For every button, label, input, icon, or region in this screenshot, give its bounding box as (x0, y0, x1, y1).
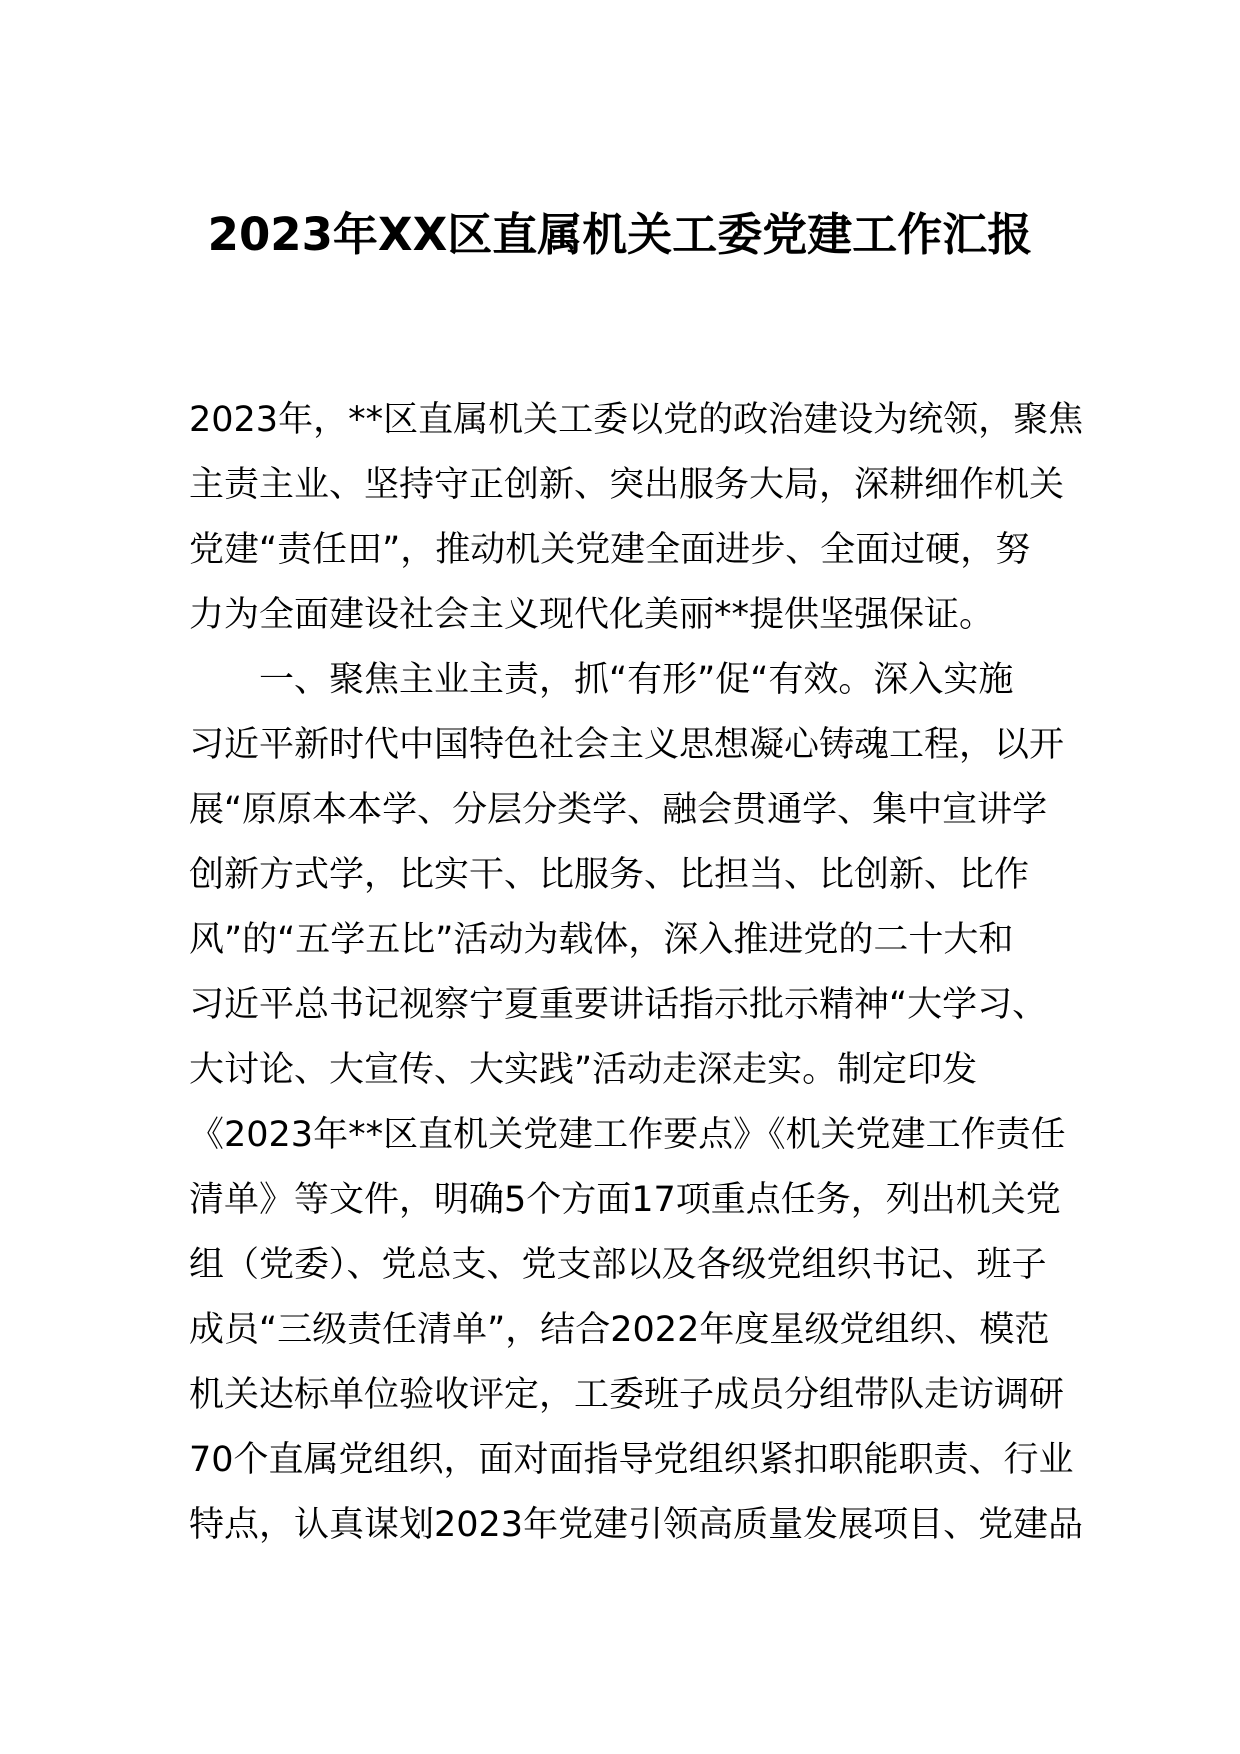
paragraph-2-line-1: 一、聚焦主业主责，抓“有形”促“有效。深入实施 (259, 660, 1014, 700)
paragraph-1-line-2: 主责主业、坚持守正创新、突出服务大局，深耕细作机关 (189, 465, 1065, 505)
paragraph-2-line-3: 展“原原本本学、分层分类学、融会贯通学、集中宣讲学 (189, 790, 1048, 830)
paragraph-2-line-10: 组（党委）、党总支、党支部以及各级党组织书记、班子 (189, 1245, 1047, 1285)
paragraph-2-line-8: 《2023年**区直机关党建工作要点》《机关党建工作责任 (189, 1115, 1066, 1155)
document-title: 2023年XX区直属机关工委党建工作汇报 (207, 208, 1033, 261)
paragraph-1-line-3: 党建“责任田”，推动机关党建全面进步、全面过硬，努 (189, 530, 1031, 570)
paragraph-1-line-4: 力为全面建设社会主义现代化美丽**提供坚强保证。 (189, 595, 995, 635)
paragraph-2-line-6: 习近平总书记视察宁夏重要讲话指示批示精神“大学习、 (189, 985, 1048, 1025)
paragraph-2-line-4: 创新方式学，比实干、比服务、比担当、比创新、比作 (189, 855, 1030, 895)
paragraph-2-line-13: 70个直属党组织，面对面指导党组织紧扣职能职责、行业 (189, 1440, 1074, 1480)
paragraph-2-line-14: 特点，认真谋划2023年党建引领高质量发展项目、党建品 (189, 1505, 1084, 1545)
document-body (189, 388, 1084, 1558)
paragraph-2-line-12: 机关达标单位验收评定，工委班子成员分组带队走访调研 (189, 1375, 1065, 1415)
paragraph-1-line-1: 2023年，**区直属机关工委以党的政治建设为统领，聚焦 (189, 400, 1084, 440)
paragraph-2-line-5: 风”的“五学五比”活动为载体，深入推进党的二十大和 (189, 920, 1014, 960)
paragraph-2-line-11: 成员“三级责任清单”，结合2022年度星级党组织、模范 (189, 1310, 1050, 1350)
paragraph-2-line-2: 习近平新时代中国特色社会主义思想凝心铸魂工程，以开 (189, 725, 1065, 765)
paragraph-2-line-7: 大讨论、大宣传、大实践”活动走深走实。制定印发 (189, 1050, 978, 1090)
paragraph-2-line-9: 清单》等文件，明确5个方面17项重点任务，列出机关党 (189, 1180, 1061, 1220)
